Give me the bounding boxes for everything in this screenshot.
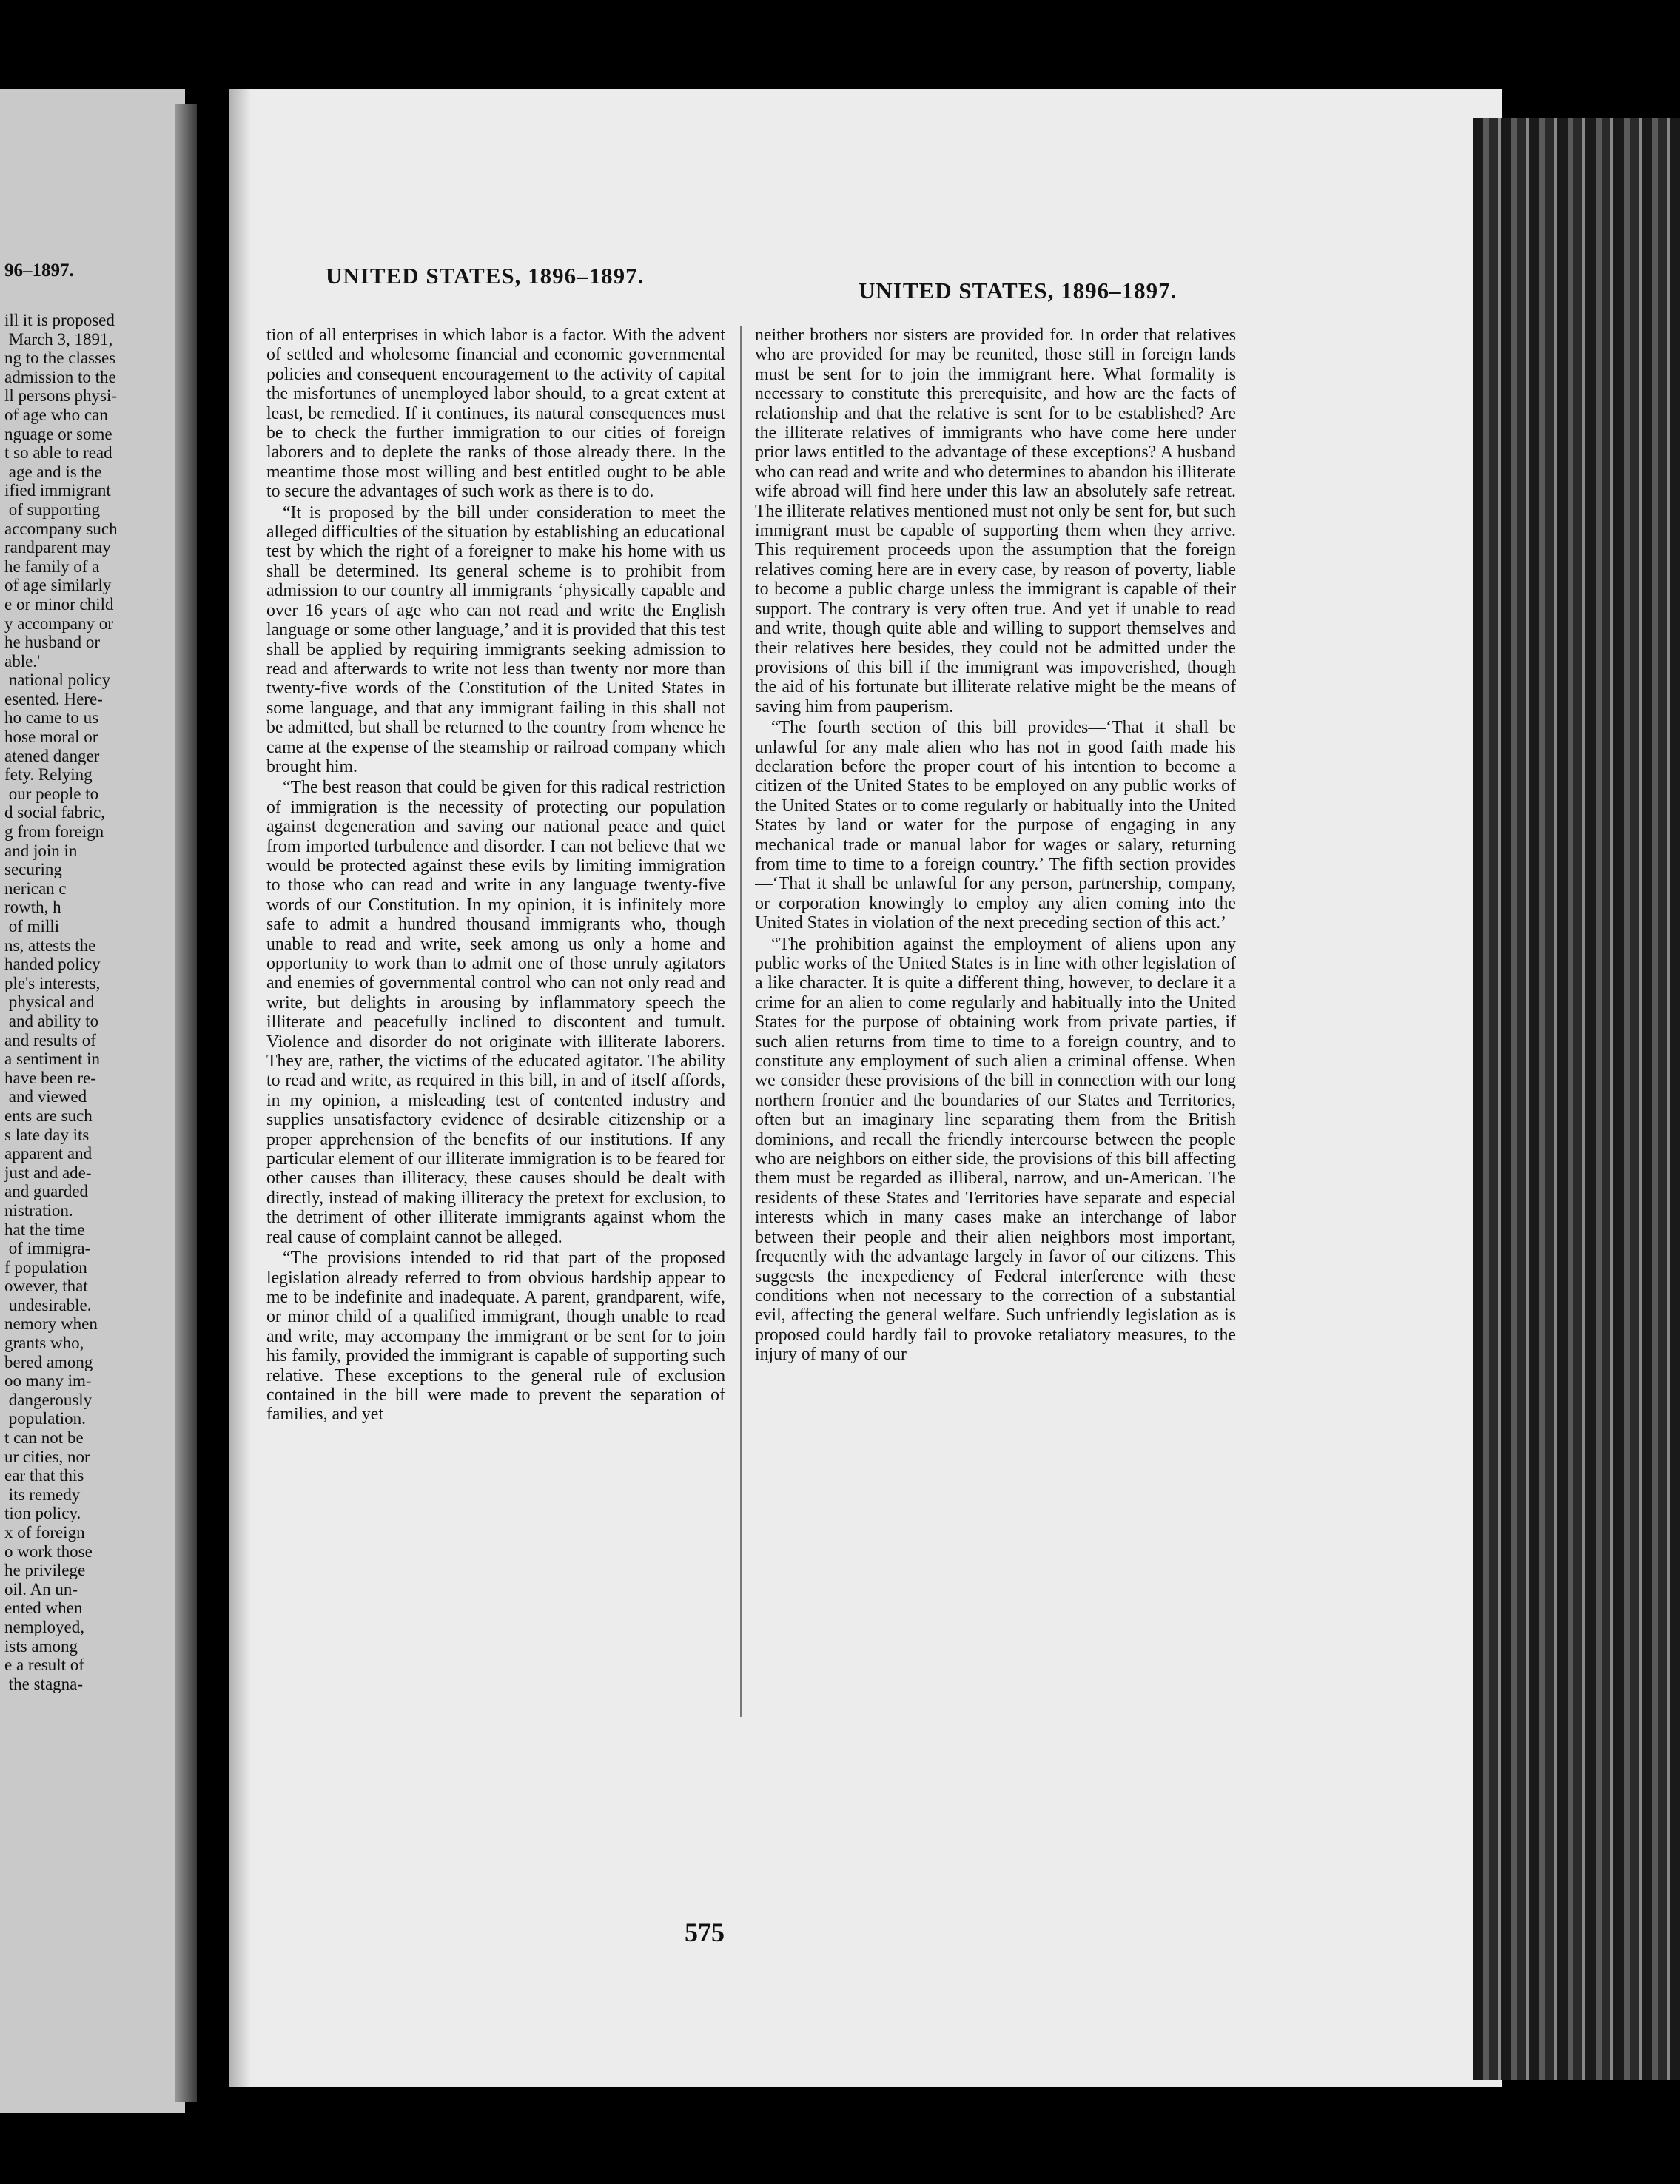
facing-page-line: hat the time	[4, 1220, 85, 1239]
facing-page-line: nistration.	[4, 1200, 73, 1220]
facing-page-line: and guarded	[4, 1182, 89, 1201]
facing-page-line: have been re-	[4, 1068, 96, 1087]
facing-page-text	[4, 311, 185, 1693]
facing-page-line: atened danger	[4, 746, 100, 765]
facing-page-line: ng to the classes	[4, 349, 116, 368]
facing-page-line: and ability to	[4, 1011, 99, 1030]
facing-page-line: ho came to us	[4, 708, 99, 728]
facing-page-line: nguage or some	[4, 424, 112, 443]
facing-page-line: dangerously	[4, 1390, 93, 1409]
facing-page-line: oo many im-	[4, 1371, 92, 1391]
facing-page-line: admission to the	[4, 367, 116, 386]
facing-page-line: ented when	[4, 1599, 83, 1618]
facing-page-line: securing	[4, 860, 62, 879]
facing-page-line: ists among	[4, 1636, 78, 1656]
facing-page-line: ents are such	[4, 1106, 93, 1125]
paragraph: “The fourth section of this bill provides—‘That it shall be unlawful for any male alien who has not in good faith made his declaration before the proper court of his intention to become a citizen of the United States to be employed on any public works of the United States or to come regularly or habitually into the United States by land or water for the purpose of engaging in any mechanical trade or manual labor for wages or salary, returning from time to time to a foreign country.’ The fifth section provides—‘That it shall be unlawful for any person, partnership, company, or corporation knowingly to employ any alien coming into the United States in violation of the next preceding section of this act.’	[755, 718, 1236, 933]
facing-page-line: he family of a	[4, 557, 100, 576]
running-head-left: UNITED STATES, 1896–1897.	[326, 263, 645, 289]
facing-page-line: and join in	[4, 841, 78, 860]
facing-page-line: of age who can	[4, 405, 108, 424]
facing-page-line: able.'	[4, 651, 41, 671]
facing-page-line: grants who,	[4, 1334, 84, 1353]
paragraph: “The provisions intended to rid that part of the proposed legislation already referred to from obvious hardship appear to me to be indefinite and inadequate. A parent, grandparent, wife, or minor child of a qualified immigrant, though unable to read and write, may accompany the immigrant or be sent for to join his family, provided the immigrant is capable of supporting such relative. These exceptions to the general rule of exclusion contained in the bill were made to prevent the separation of families, and yet	[266, 1249, 725, 1425]
facing-page-line: t so able to read	[4, 443, 112, 463]
facing-page-line: nerican c	[4, 878, 67, 898]
facing-page-line: esented. Here-	[4, 689, 103, 708]
facing-page-line: its remedy	[4, 1485, 81, 1504]
paragraph: neither brothers nor sisters are provided for. In order that relatives who are provided for may be reunited, those still in foreign lands must be sent for to join the immigrant here. What formality is necessary to constitute this prerequisite, and how are the facts of relationship and that the relative is sent for to be established? Are the illiterate relatives of immigrants who have come here under prior laws entitled to the advantage of these exceptions? A husband who can read and write and who determines to abandon his illiterate wife abroad will find here under this law an absolutely safe retreat. The illiterate relatives mentioned must not only be sent for, but such immigrant must be capable of supporting them when they arrive. This requirement proceeds upon the assumption that the foreign relatives coming here are in every case, by reason of poverty, liable to become a public charge unless the immigrant is capable of their support. The contrary is very often true. And yet if unable to read and write, though quite able and willing to support themselves and their relatives here besides, they could not be admitted under the provisions of this bill if the immigrant was impoverished, though the aid of his fortunate but illiterate relative might be the means of saving him from pauperism.	[755, 326, 1236, 716]
facing-page-line: and results of	[4, 1030, 96, 1049]
facing-page-line: tion policy.	[4, 1504, 81, 1523]
facing-page-line: of milli	[4, 917, 60, 935]
facing-page-line: age and is the	[4, 462, 102, 481]
facing-page-line: g from foreign	[4, 822, 104, 841]
facing-page-line: oil. An un-	[4, 1579, 78, 1599]
facing-page-line: he husband or	[4, 633, 101, 652]
facing-page-line: of age similarly	[4, 576, 112, 595]
facing-page-line: population.	[4, 1409, 86, 1428]
text-column-left	[266, 326, 725, 1732]
facing-page-line: undesirable.	[4, 1295, 92, 1314]
facing-page-line: just and ade-	[4, 1163, 92, 1182]
text-column-right	[755, 326, 1236, 1732]
facing-page-line: rowth, h	[4, 898, 61, 917]
facing-page-line: ns, attests the	[4, 935, 96, 955]
facing-page-line: s late day its	[4, 1125, 90, 1144]
facing-page-line: ll persons physi-	[4, 386, 118, 406]
facing-page-line: apparent and	[4, 1144, 93, 1163]
facing-page-line: accompany such	[4, 519, 118, 538]
facing-page-line: hose moral or	[4, 728, 98, 747]
facing-page-line: the stagna-	[4, 1674, 84, 1693]
paragraph: “The prohibition against the employment of aliens upon any public works of the United States is in line with other legislation of a like character. It is quite a different thing, however, to declare it a crime for an alien to come regularly and habitually into the United States for the purpose of obtaining work from private parties, if such alien returns from time to time to a foreign country, and to constitute any employment of such alien a criminal offense. When we consider these provisions of the bill in connection with our long northern frontier and the boundaries of our States and Territories, often but an imaginary line separating them from the British dominions, and recall the friendly intercourse between the people who are neighbors on either side, the provisions of this bill affecting them must be regarded as illiberal, narrow, and un-American. The residents of these States and Territories have separate and especial interests which in many cases make an interchange of labor between their people and their alien neighbors most important, frequently with the advantage largely in favor of our citizens. This suggests the inexpediency of Federal interference with these conditions when not necessary to the correction of a substantial evil, affecting the general welfare. Such unfriendly legislation as is proposed could hardly fail to provoke retaliatory measures, to the injury of many of our	[755, 934, 1236, 1365]
facing-page-line: handed policy	[4, 955, 101, 974]
facing-page-line: ear that this	[4, 1466, 84, 1485]
facing-page-fragment	[0, 89, 185, 2113]
facing-page-line: e a result of	[4, 1656, 84, 1675]
facing-page-line: fety. Relying	[4, 765, 93, 784]
facing-page-line: nemployed,	[4, 1617, 84, 1636]
facing-page-line: a sentiment in	[4, 1049, 101, 1069]
paragraph: tion of all enterprises in which labor is a factor. With the advent of settled and wholesome financial and economic governmental policies and consequent encouragement to the activity of capital the misfortunes of unemployed labor should, to a great extent at least, be remedied. If it continues, its natural consequences must be to check the further immigration to our cities of foreign laborers and to deplete the ranks of those already there. In the meantime those most willing and best entitled ought to be able to secure the advantages of such work as there is to do.	[266, 326, 725, 502]
facing-page-line: x of foreign	[4, 1523, 85, 1542]
facing-page-line: bered among	[4, 1352, 93, 1371]
facing-page-line: ur cities, nor	[4, 1447, 90, 1466]
facing-page-running-head: 96–1897.	[4, 261, 74, 280]
facing-page-line: and viewed	[4, 1087, 87, 1106]
facing-page-line: ified immigrant	[4, 481, 111, 500]
facing-page-line: f population	[4, 1257, 87, 1277]
page-edges	[1473, 118, 1680, 2080]
facing-page-line: t can not be	[4, 1428, 84, 1448]
running-head-right: UNITED STATES, 1896–1897.	[859, 278, 1177, 303]
facing-page-line: d social fabric,	[4, 803, 106, 822]
facing-page-line: he privilege	[4, 1561, 86, 1580]
facing-page-line: ple's interests,	[4, 973, 101, 992]
facing-page-line: March 3, 1891,	[4, 329, 113, 349]
facing-page-line: ill it is proposed	[4, 311, 115, 329]
page-number: 575	[685, 1918, 725, 1947]
facing-page-line: nemory when	[4, 1314, 98, 1334]
facing-page-line: national policy	[4, 671, 111, 690]
paragraph: “The best reason that could be given for this radical restriction of immigration is the necessity of protecting our population against degeneration and saving our national peace and quiet from imported turbulence and disorder. I can not believe that we would be protected against these evils by limiting immigration to those who can read and write in any language twenty-five words of our Constitution. In my opinion, it is infinitely more safe to admit a hundred thousand immigrants who, though unable to read and write, seek among us only a home and opportunity to work than to admit one of those unruly agitators and enemies of governmental control who can not only read and write, but delights in arousing by inflammatory speech the illiterate and peacefully inclined to discontent and tumult. Violence and disorder do not originate with illiterate laborers. They are, rather, the victims of the educated agitator. The ability to read and write, as required in this bill, in and of itself affords, in my opinion, a misleading test of contented industry and supplies unsatisfactory evidence of desirable citizenship or a proper apprehension of the benefits of our institutions. If any particular element of our illiterate immigration is to be feared for other causes than illiteracy, these causes should be dealt with directly, instead of making illiteracy the pretext for exclusion, to the detriment of other illiterate immigrants against whom the real cause of complaint cannot be alleged.	[266, 778, 725, 1247]
column-divider	[740, 326, 742, 1717]
facing-page-line: physical and	[4, 992, 95, 1012]
facing-page-line: y accompany or	[4, 614, 113, 633]
facing-page-line: our people to	[4, 784, 99, 803]
facing-page-line: owever, that	[4, 1277, 88, 1296]
facing-page-line: randparent may	[4, 538, 111, 557]
facing-page-line: e or minor child	[4, 594, 114, 614]
book-gutter	[175, 104, 197, 2102]
facing-page-line: o work those	[4, 1542, 93, 1561]
facing-page-line: of supporting	[4, 500, 101, 519]
facing-page-line: of immigra-	[4, 1239, 91, 1258]
paragraph: “It is proposed by the bill under consideration to meet the alleged difficulties of the situation by establishing an educational test by which the right of a foreigner to make his home with us shall be determined. Its general scheme is to prohibit from admission to our country all immigrants ‘physically capable and over 16 years of age who can not read and write the English language or some other language,’ and it is provided that this test shall be applied by requiring immigrants seeking admission to read and afterwards to write not less than twenty nor more than twenty-five words of the Constitution of the United States in some language, and that any immigrant failing in this shall not be admitted, but shall be returned to the country from whence he came at the expense of the steamship or railroad company which brought him.	[266, 503, 725, 776]
